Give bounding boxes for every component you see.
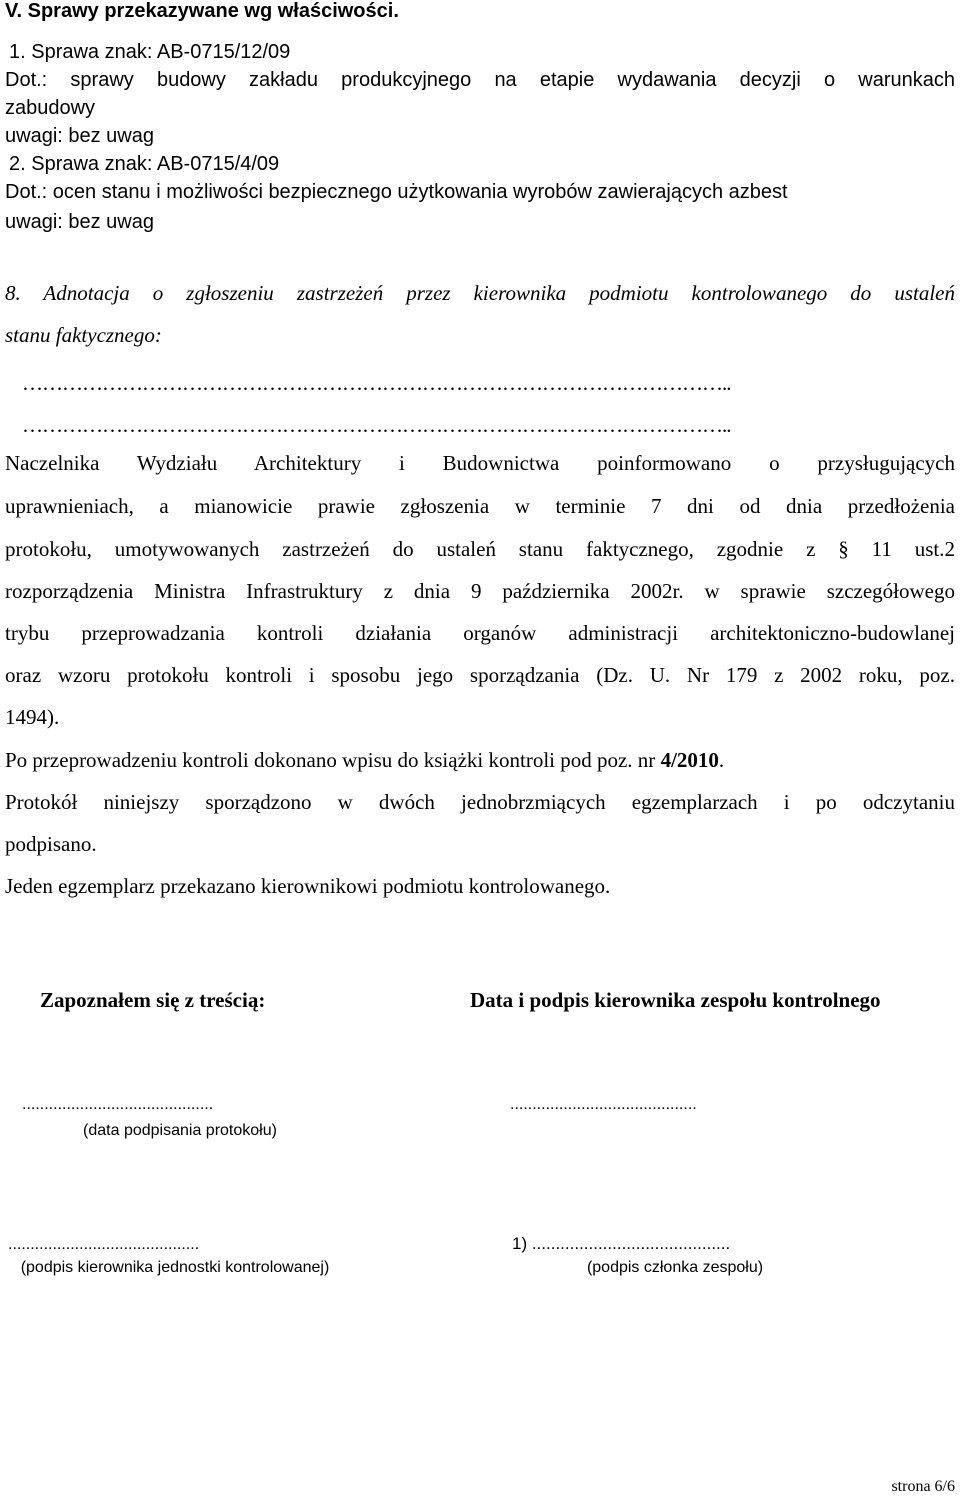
dotted-line-2: …………………………………………………………………………………………….. bbox=[22, 413, 731, 437]
paragraph-line: oraz wzoru protokołu kontroli i sposobu jego sporządzania (Dz. U. Nr 179 z 2002 roku, poz. bbox=[5, 663, 955, 687]
case-1-subject-line2: zabudowy bbox=[5, 97, 96, 119]
case-1-remarks: uwagi: bez uwag bbox=[5, 125, 154, 147]
copies-line2: podpisano. bbox=[5, 832, 97, 856]
paragraph-line: 1494). bbox=[5, 705, 60, 729]
dotted-line-1: …………………………………………………………………………………………….. bbox=[22, 371, 731, 395]
case-1-subject-line1: Dot.: sprawy budowy zakładu produkcyjnego na etapie wydawania decyzji o warunkach bbox=[5, 69, 955, 91]
entry-suffix: . bbox=[718, 748, 725, 772]
acknowledgement-heading: Zapoznałem się z treścią: bbox=[40, 988, 266, 1012]
case-2-remarks: uwagi: bez uwag bbox=[5, 211, 154, 233]
unit-head-caption: (podpis kierownika jednostki kontrolowanej) bbox=[20, 1259, 330, 1276]
signing-date-caption: (data podpisania protokołu) bbox=[83, 1122, 277, 1139]
case-1-number: 1. Sprawa znak: AB-0715/12/09 bbox=[9, 41, 291, 63]
unit-head-dots: ........................................... bbox=[8, 1236, 200, 1253]
handover-line: Jeden egzemplarz przekazano kierownikowi podmiotu kontrolowanego. bbox=[5, 874, 611, 898]
paragraph-line: protokołu, umotywowanych zastrzeżeń do ustaleń stanu faktycznego, zgodnie z § 11 ust.2 bbox=[5, 537, 955, 561]
paragraph-line: trybu przeprowadzania kontroli działania organów administracji architektoniczno-budowlanej bbox=[5, 621, 955, 645]
team-member-caption: (podpis członka zespołu) bbox=[586, 1259, 764, 1276]
case-2-number: 2. Sprawa znak: AB-0715/4/09 bbox=[9, 153, 280, 175]
section-v-heading: V. Sprawy przekazywane wg właściwości. bbox=[5, 0, 399, 22]
entry-text: Po przeprowadzeniu kontroli dokonano wpisu do książki kontroli pod poz. nr bbox=[5, 748, 661, 772]
page-number: strona 6/6 bbox=[891, 1478, 955, 1495]
paragraph-line: Naczelnika Wydziału Architektury i Budownictwa poinformowano o przysługujących bbox=[5, 451, 955, 475]
team-leader-heading: Data i podpis kierownika zespołu kontrolnego bbox=[470, 988, 881, 1012]
paragraph-line: uprawnieniach, a mianowicie prawie zgłoszenia w terminie 7 dni od dnia przedłożenia bbox=[5, 494, 955, 518]
signing-date-dots: ........................................... bbox=[22, 1096, 214, 1113]
entry-number: 4/2010 bbox=[660, 748, 719, 772]
team-leader-dots: .......................................... bbox=[510, 1096, 697, 1113]
case-2-subject: Dot.: ocen stanu i możliwości bezpiecznego użytkowania wyrobów zawierających azbest bbox=[5, 181, 788, 203]
control-book-entry bbox=[5, 748, 724, 773]
team-member-dots: 1) .......................................... bbox=[512, 1234, 731, 1253]
copies-line1: Protokół niniejszy sporządzono w dwóch jednobrzmiących egzemplarzach i po odczytaniu bbox=[5, 790, 955, 814]
section-8-heading-line2: stanu faktycznego: bbox=[5, 323, 162, 347]
paragraph-line: rozporządzenia Ministra Infrastruktury z dnia 9 października 2002r. w sprawie szczegółowego bbox=[5, 579, 955, 603]
section-8-heading-line1: 8. Adnotacja o zgłoszeniu zastrzeżeń przez kierownika podmiotu kontrolowanego do ustaleń bbox=[5, 281, 955, 305]
